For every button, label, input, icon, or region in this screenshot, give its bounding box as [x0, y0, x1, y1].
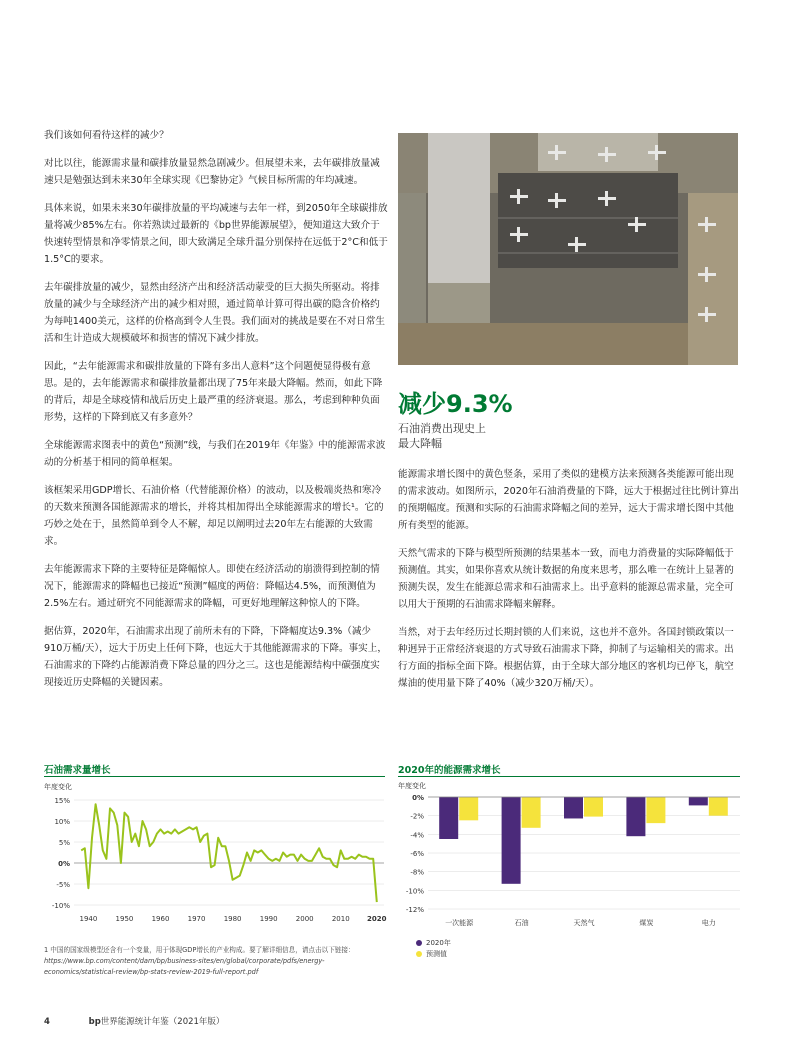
- x-tick-label: 2020: [367, 915, 387, 923]
- oil-demand-chart-title: 石油需求量增长: [44, 765, 111, 776]
- x-tick-label: 1960: [151, 915, 170, 923]
- bar-2020: [689, 797, 708, 805]
- y-tick-label: -10%: [405, 887, 424, 896]
- category-label: 石油: [514, 919, 529, 927]
- y-tick-label: -2%: [410, 812, 424, 821]
- footnote: [44, 945, 389, 978]
- paragraph: 对比以往，能源需求量和碳排放量显然急剧减少。但展望未来，去年碳排放量减速只是勉强达到未来30年全球实现《巴黎协定》气候目标所需的年均减速。: [44, 158, 380, 186]
- y-tick-label: -12%: [405, 906, 424, 914]
- legend-label: 预测值: [426, 949, 447, 958]
- legend-label: 2020年: [426, 938, 451, 947]
- bar-2020: [502, 797, 521, 884]
- oil-demand-line-chart: [44, 790, 389, 935]
- highlight-caption-line2: 最大降幅: [398, 437, 442, 450]
- x-tick-label: 1940: [79, 915, 98, 923]
- paragraph: 去年能源需求下降的主要特征是降幅惊人。即使在经济活动的崩溃得到控制的情况下，能源需求的降幅也已接近“预测”幅度的两倍：降幅达4.5%，而预测值为2.5%左右。通过研究不同能源需求的降幅，可更好地理解这种惊人的下降。: [44, 564, 380, 609]
- footnote-text: 1 中国的国家级模型还含有一个变量，用于体现GDP增长的产业构成。要了解详细信息，请点击以下链接：: [44, 946, 355, 954]
- y-tick-label: 15%: [54, 797, 70, 805]
- publication-name: [89, 1017, 225, 1027]
- y-tick-label: 0%: [412, 794, 424, 802]
- x-tick-label: 1950: [115, 915, 134, 923]
- paragraph: 当然，对于去年经历过长期封锁的人们来说，这也并不意外。各国封锁政策以一种迥异于正常经济衰退的方式导致石油需求下降，抑制了与运输相关的需求。出行方面的指标全面下降。根据估算，由于全球大部分地区的客机均已停飞，航空煤油的使用量下降了40%（减少320万桶/天）。: [398, 627, 734, 689]
- category-label: 天然气: [573, 919, 595, 927]
- category-label: 电力: [701, 919, 716, 927]
- energy-demand-chart-title: 2020年的能源需求增长: [398, 765, 501, 776]
- bar-chart-legend: [416, 937, 451, 959]
- paragraph: 能源需求增长图中的黄色竖条，采用了类似的建模方法来预测各类能源可能出现的需求波动。如图所示，2020年石油消费量的下降，远大于根据过往比例计算出的预期幅度。预测和实际的石油需求降幅之间的差异，远大于需求增长图中其他所有类型的能源。: [398, 469, 740, 531]
- page-number: 4: [44, 1017, 50, 1027]
- paragraph: 全球能源需求图表中的黄色“预测”线，与我们在2019年《年鉴》中的能源需求波动的分析基于相同的简单框架。: [44, 440, 386, 468]
- oil-demand-series-line: [81, 804, 377, 902]
- legend-item: [416, 948, 451, 959]
- legend-swatch-2020: [416, 940, 422, 946]
- publication-title: 世界能源统计年鉴（2021年版）: [100, 1017, 225, 1027]
- oil-demand-chart-unit: 年度变化: [44, 783, 72, 791]
- bar-forecast: [646, 797, 665, 823]
- energy-demand-bar-chart: [398, 790, 743, 935]
- brand-name: bp: [88, 1017, 101, 1027]
- x-tick-label: 1990: [259, 915, 278, 923]
- legend-item: [416, 937, 451, 948]
- paragraph: 天然气需求的下降与模型所预测的结果基本一致，而电力消费量的实际降幅低于预测值。其实，如果你喜欢从统计数据的角度来思考，那么唯一在统计上显著的预测失误，发生在能源总需求和石油需求上。出乎意料的能源总需求量，完全可以用大于预期的石油需求降幅来解释。: [398, 548, 734, 610]
- bar-2020: [439, 797, 458, 839]
- x-tick-label: 2000: [295, 915, 314, 923]
- page-footer: [44, 1015, 224, 1027]
- bar-2020: [564, 797, 583, 818]
- paragraph: 该框架采用GDP增长、石油价格（代替能源价格）的波动，以及极端炎热和寒冷的天数来预测各国能源需求的增长，并将其相加得出全球能源需求的增长¹。它的巧妙之处在于，虽然简单到令人不解，却足以阐明过去20年左右能源的大致需求。: [44, 485, 384, 547]
- bar-forecast: [709, 797, 728, 816]
- x-tick-label: 1970: [187, 915, 206, 923]
- paragraph: 具体来说，如果未来30年碳排放量的平均减速与去年一样，到2050年全球碳排放量将减少85%左右。你若熟读过最新的《bp世界能源展望》，便知道这大致介于快速转型情景和净零情景之间，即大致满足全球升温分别保持在远低于2°C和低于1.5°C的要求。: [44, 203, 388, 265]
- chart-title-rule: [44, 776, 385, 777]
- legend-swatch-forecast: [416, 951, 422, 957]
- bar-forecast: [522, 797, 541, 828]
- y-tick-label: 10%: [54, 818, 70, 826]
- y-tick-label: -10%: [51, 902, 70, 910]
- paragraph: 去年碳排放量的减少，显然由经济产出和经济活动蒙受的巨大损失所驱动。将排放量的减少与全球经济产出的减少相对照，通过简单计算可得出碳的隐含价格约为每吨1400美元，这样的价格高到令人生畏。我们面对的挑战是要在不对日常生活和生计造成大规模破坏和损害的情况下减少排放。: [44, 282, 386, 344]
- chart-title-rule: [398, 776, 740, 777]
- footnote-link[interactable]: https://www.bp.com/content/dam/bp/business-sites/en/global/corporate/pdfs/energy-economics/statistical-review/bp-stats-review-2019-full-report.pdf: [44, 957, 325, 976]
- y-tick-label: -5%: [56, 881, 70, 889]
- y-tick-label: 5%: [58, 839, 70, 847]
- paragraph: 据估算，2020年，石油需求出现了前所未有的下降，下降幅度达9.3%（减少910万桶/天），远大于历史上任何下降，也远大于其他能源需求的下降。事实上，石油需求的下降约占能源消费下降总量的四分之三。这也是能源结构中碳强度实现接近历史降幅的关键因素。: [44, 626, 387, 688]
- category-label: 煤炭: [639, 919, 654, 927]
- paragraph: 因此，“去年能源需求和碳排放量的下降有多出人意料”这个问题便显得极有意思。是的，去年能源需求和碳排放量都出现了75年来最大降幅。然而，如此下降的背后，却是全球疫情和战后历史上最严重的经济衰退。那么，考虑到种种负面形势，这样的下降到底又有多意外？: [44, 361, 383, 423]
- highlight-figure: 减少9.3%: [398, 390, 513, 418]
- bar-forecast: [459, 797, 478, 820]
- category-label: 一次能源: [445, 919, 474, 927]
- left-column: [44, 127, 388, 702]
- x-tick-label: 1980: [223, 915, 242, 923]
- y-tick-label: -6%: [410, 850, 424, 858]
- y-tick-label: -4%: [410, 831, 424, 840]
- energy-demand-chart-unit: 年度变化: [398, 782, 426, 790]
- bar-2020: [626, 797, 645, 836]
- aerial-airport-photo: [398, 133, 738, 365]
- section-heading: 我们该如何看待这样的减少？: [44, 130, 169, 141]
- bar-forecast: [584, 797, 603, 817]
- aerial-photo-graphic: [398, 133, 738, 365]
- y-tick-label: 0%: [58, 860, 70, 868]
- x-tick-label: 2010: [331, 915, 350, 923]
- y-tick-label: -8%: [410, 868, 424, 877]
- highlight-caption-line1: 石油消费出现史上: [398, 422, 486, 435]
- right-column: [398, 466, 743, 703]
